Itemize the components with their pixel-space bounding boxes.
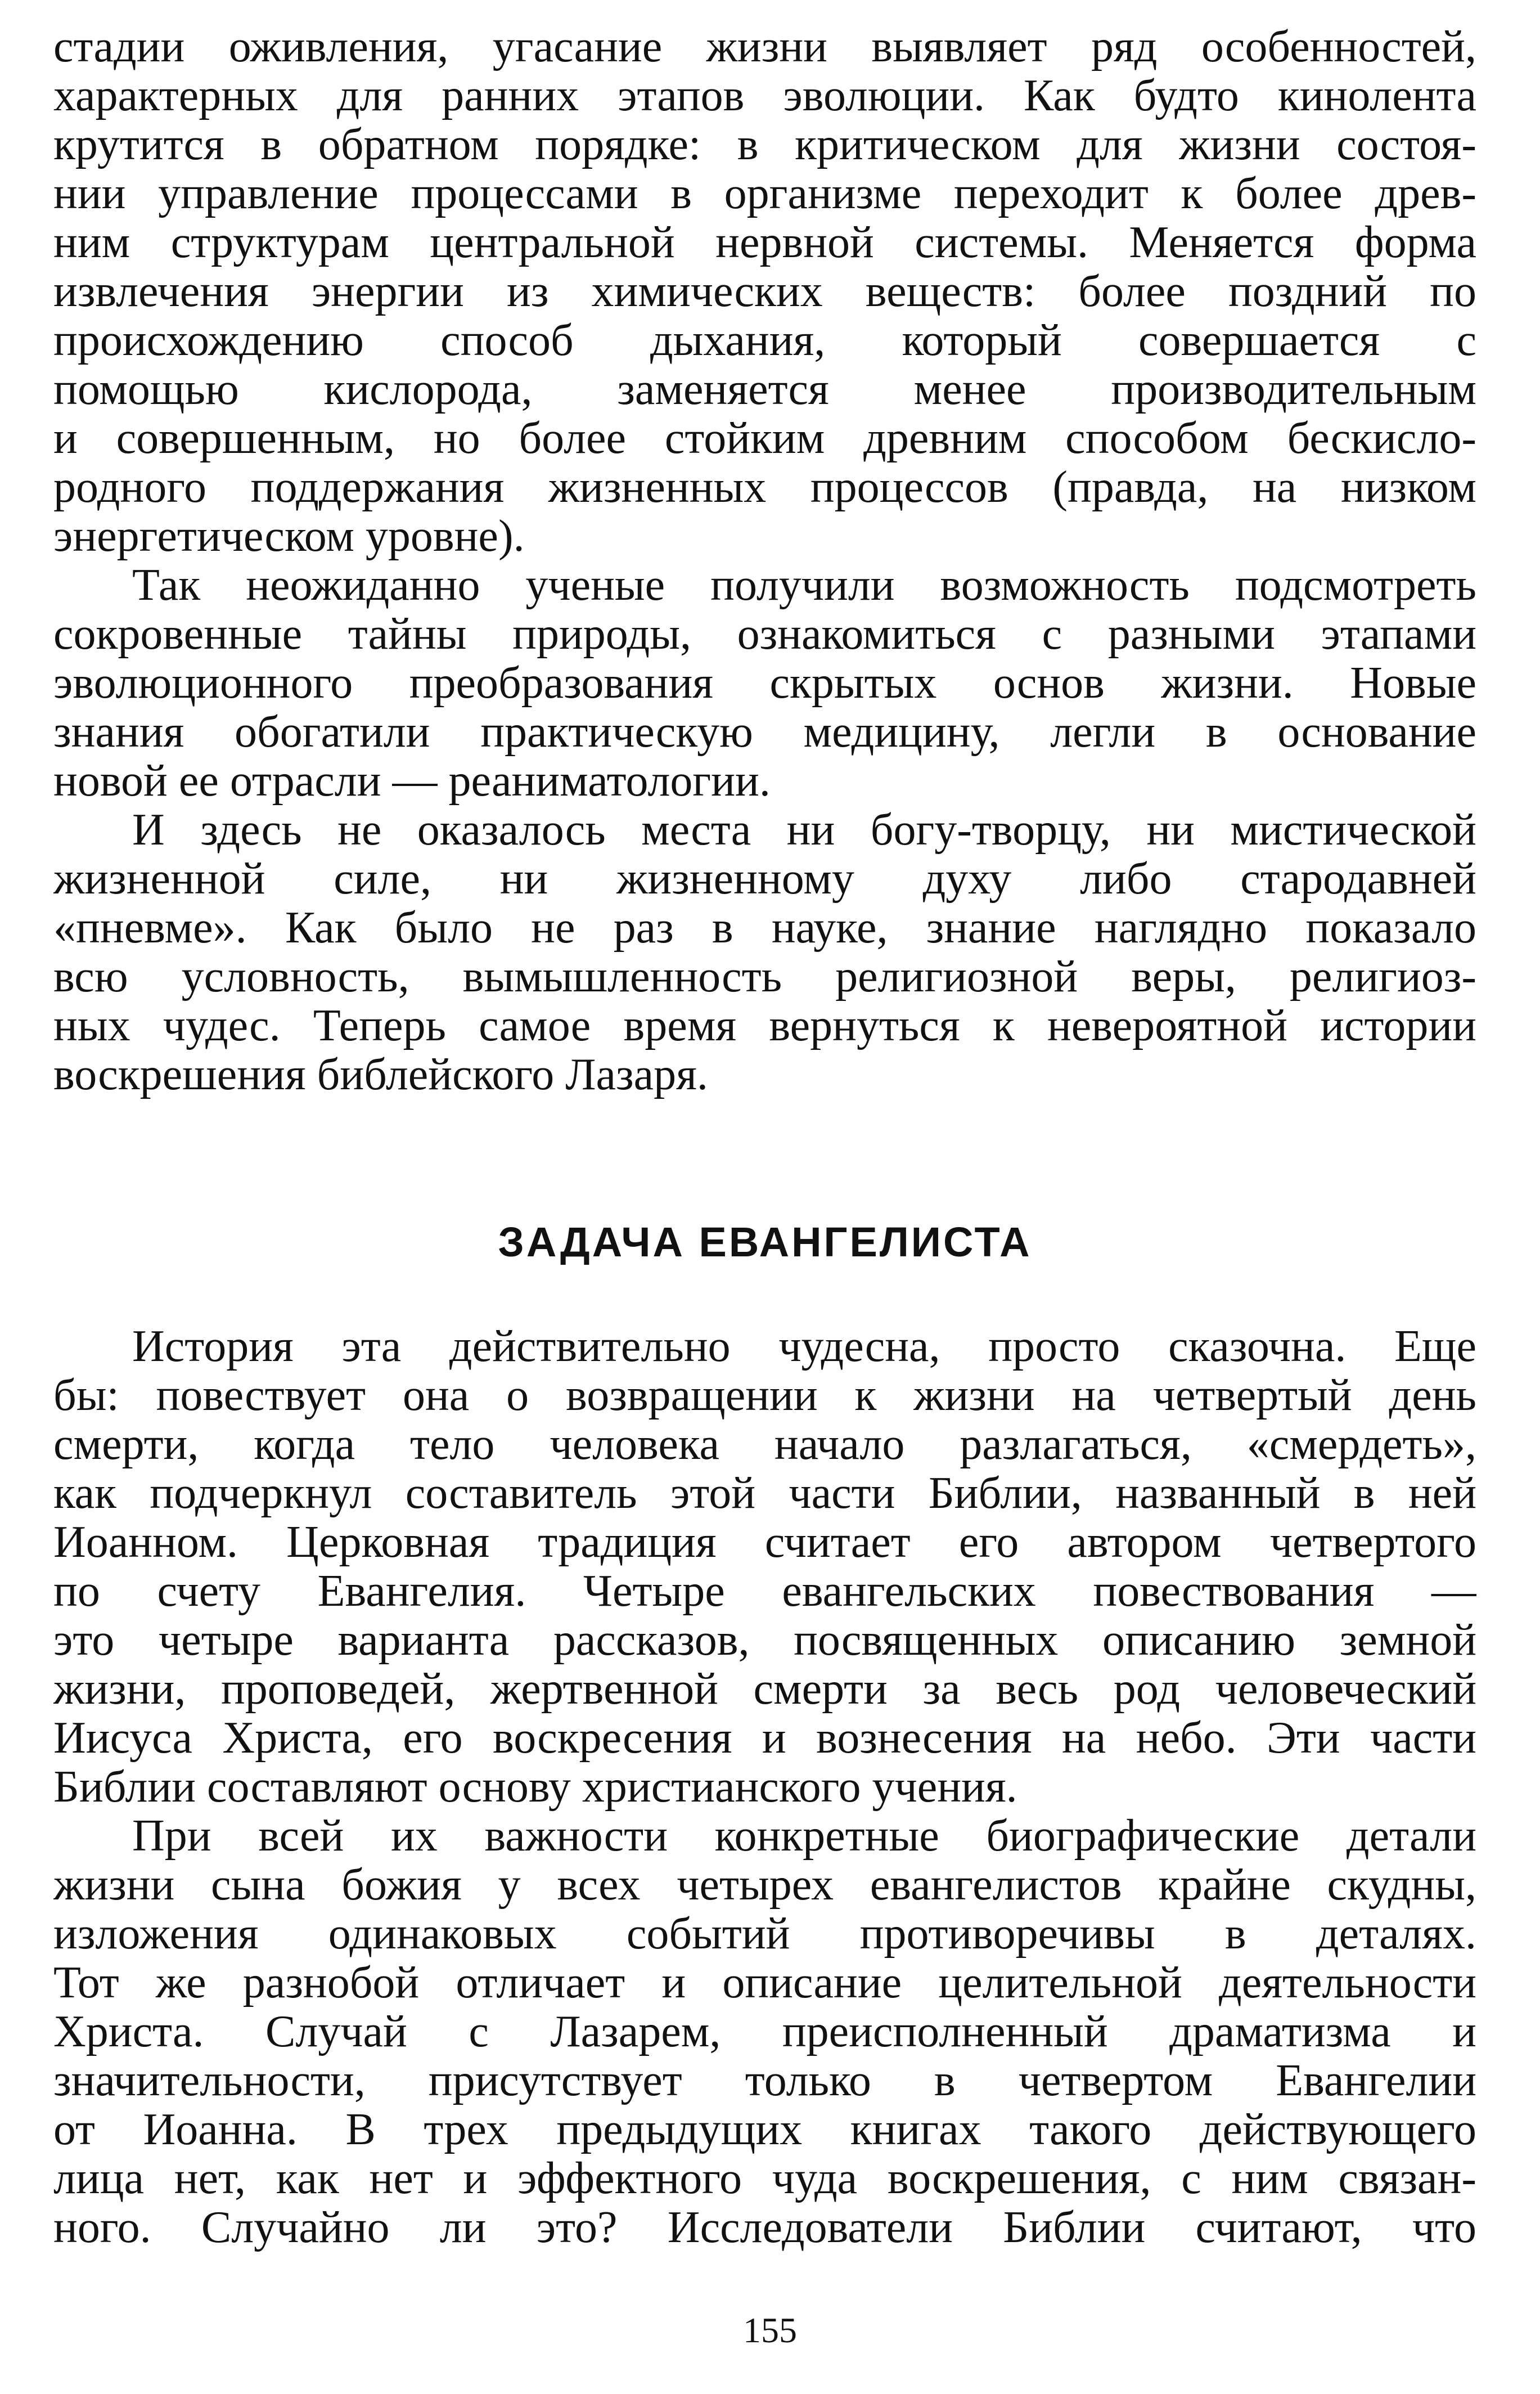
text-line: лица нет, как нет и эффектного чуда воскрешения, с ним связан- — [53, 2154, 1476, 2203]
text-line: характерных для ранних этапов эволюции. Как будто кинолента — [53, 71, 1476, 120]
text-line: новой ее отрасли — реаниматологии. — [53, 757, 771, 806]
text-line: нии управление процессами в организме переходит к более древ- — [53, 169, 1476, 218]
text-line: Тот же разнобой отличает и описание целительной деятельности — [53, 1959, 1476, 2007]
page-body — [53, 23, 1476, 2252]
text-line: жизни сына божия у всех четырех евангелистов крайне скудны, — [53, 1861, 1476, 1910]
text-line: энергетическом уровне). — [53, 512, 525, 561]
text-line: жизненной силе, ни жизненному духу либо стародавней — [53, 855, 1476, 904]
section-heading: ЗАДАЧА ЕВАНГЕЛИСТА — [498, 1219, 1032, 1265]
text-line: жизни, проповедей, жертвенной смерти за весь род человеческий — [53, 1665, 1476, 1714]
text-line: Так неожиданно ученые получили возможность подсмотреть — [132, 561, 1476, 610]
text-line: изложения одинаковых событий противоречивы в деталях. — [53, 1910, 1476, 1959]
text-line: И здесь не оказалось места ни богу-творцу, ни мистической — [132, 806, 1476, 855]
text-line: ных чудес. Теперь самое время вернуться к невероятной истории — [53, 1001, 1476, 1050]
text-line: знания обогатили практическую медицину, легли в основание — [53, 708, 1476, 757]
page-number: 155 — [743, 2310, 797, 2350]
text-line: и совершенным, но более стойким древним способом бескисло- — [53, 414, 1476, 463]
text-line: воскрешения библейского Лазаря. — [53, 1050, 708, 1099]
text-line: смерти, когда тело человека начало разлагаться, «смердеть», — [53, 1420, 1476, 1469]
text-line: помощью кислорода, заменяется менее производительным — [53, 365, 1476, 414]
text-line: Иоанном. Церковная традиция считает его автором четвертого — [53, 1518, 1476, 1567]
text-line: это четыре варианта рассказов, посвященных описанию земной — [53, 1616, 1476, 1665]
text-line: по счету Евангелия. Четыре евангельских повествования — — [53, 1567, 1476, 1616]
paragraph — [53, 23, 1476, 561]
section-1-text — [53, 23, 1476, 1099]
text-line: от Иоанна. В трех предыдущих книгах такого действующего — [53, 2105, 1476, 2154]
text-line: бы: повествует она о возвращении к жизни на четвертый день — [53, 1371, 1476, 1420]
paragraph — [53, 1812, 1476, 2252]
text-line: эволюционного преобразования скрытых основ жизни. Новые — [53, 659, 1476, 708]
text-line: как подчеркнул составитель этой части Библии, названный в ней — [53, 1469, 1476, 1518]
text-line: Иисуса Христа, его воскресения и вознесения на небо. Эти части — [53, 1714, 1476, 1763]
text-line: Библии составляют основу христианского учения. — [53, 1763, 1017, 1812]
text-line: Христа. Случай с Лазарем, преисполненный драматизма и — [53, 2007, 1476, 2056]
paragraph — [53, 1322, 1476, 1812]
text-line: родного поддержания жизненных процессов (правда, на низком — [53, 463, 1476, 512]
text-line: ним структурам центральной нервной системы. Меняется форма — [53, 218, 1476, 267]
text-line: сокровенные тайны природы, ознакомиться с разными этапами — [53, 610, 1476, 659]
paragraph — [53, 806, 1476, 1099]
text-line: История эта действительно чудесна, просто сказочна. Еще — [132, 1322, 1476, 1371]
text-line: значительности, присутствует только в четвертом Евангелии — [53, 2056, 1476, 2105]
text-line: стадии оживления, угасание жизни выявляет ряд особенностей, — [53, 23, 1476, 71]
text-line: происхождению способ дыхания, который совершается с — [53, 316, 1476, 365]
text-line: всю условность, вымышленность религиозной веры, религиоз- — [53, 953, 1476, 1001]
section-2-text — [53, 1322, 1476, 2252]
text-line: «пневме». Как было не раз в науке, знание наглядно показало — [53, 904, 1476, 953]
text-line: крутится в обратном порядке: в критическом для жизни состоя- — [53, 120, 1476, 169]
paragraph — [53, 561, 1476, 806]
text-line: извлечения энергии из химических веществ: более поздний по — [53, 267, 1476, 316]
text-line: При всей их важности конкретные биографические детали — [132, 1812, 1476, 1861]
text-line: ного. Случайно ли это? Исследователи Библии считают, что — [53, 2203, 1476, 2252]
